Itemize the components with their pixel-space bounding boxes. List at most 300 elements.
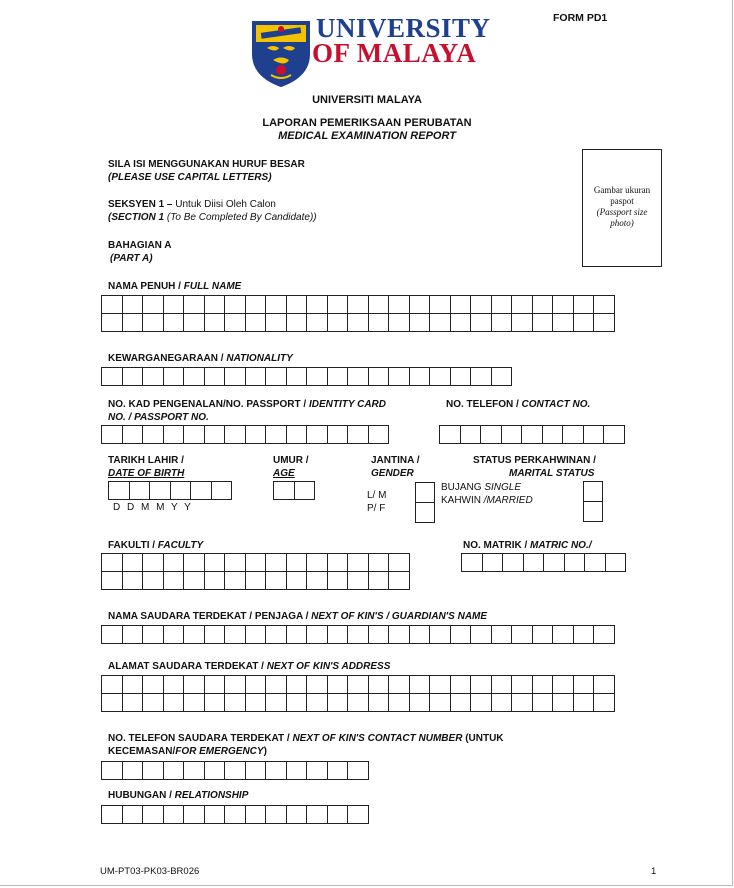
char-box[interactable] <box>265 367 287 386</box>
char-box[interactable] <box>306 693 328 712</box>
char-box[interactable] <box>163 625 185 644</box>
char-box[interactable] <box>224 693 246 712</box>
char-box[interactable] <box>122 571 144 590</box>
char-box-row <box>101 425 388 443</box>
char-box[interactable] <box>347 693 369 712</box>
char-box[interactable] <box>368 625 390 644</box>
char-box[interactable] <box>429 313 451 332</box>
char-box[interactable] <box>347 675 369 694</box>
char-box[interactable] <box>409 625 431 644</box>
char-box[interactable] <box>450 295 472 314</box>
char-box[interactable] <box>286 553 308 572</box>
char-box[interactable] <box>429 367 451 386</box>
contact-label: NO. TELEFON / CONTACT NO. <box>446 399 591 410</box>
char-box[interactable] <box>470 675 492 694</box>
char-box[interactable] <box>306 295 328 314</box>
char-box[interactable] <box>532 295 554 314</box>
char-box[interactable] <box>327 805 349 824</box>
char-box[interactable] <box>327 425 349 444</box>
kin-name-label: NAMA SAUDARA TERDEKAT / PENJAGA / NEXT OF KIN'S / GUARDIAN'S NAME <box>108 611 488 622</box>
part-label-en: (PART A) <box>110 253 153 264</box>
char-box[interactable] <box>470 295 492 314</box>
char-box[interactable] <box>491 313 513 332</box>
char-box[interactable] <box>122 553 144 572</box>
char-box[interactable] <box>388 571 410 590</box>
char-box[interactable] <box>532 313 554 332</box>
char-box[interactable] <box>204 761 226 780</box>
char-box[interactable] <box>306 675 328 694</box>
char-box[interactable] <box>593 693 615 712</box>
char-box[interactable] <box>122 761 144 780</box>
char-box[interactable] <box>286 367 308 386</box>
char-box[interactable] <box>142 675 164 694</box>
char-box[interactable] <box>450 313 472 332</box>
char-box[interactable] <box>368 553 390 572</box>
char-box[interactable] <box>388 553 410 572</box>
char-box[interactable] <box>470 693 492 712</box>
char-box[interactable] <box>502 553 524 572</box>
instruction-capital-ms: SILA ISI MENGGUNAKAN HURUF BESAR <box>108 159 305 170</box>
char-box[interactable] <box>347 625 369 644</box>
char-box[interactable] <box>327 693 349 712</box>
char-box[interactable] <box>564 553 586 572</box>
char-box[interactable] <box>142 805 164 824</box>
char-box[interactable] <box>532 625 554 644</box>
char-box[interactable] <box>409 313 431 332</box>
char-box[interactable] <box>163 425 185 444</box>
char-box[interactable] <box>183 761 205 780</box>
char-box[interactable] <box>593 675 615 694</box>
gender-label-ms: JANTINA / <box>371 455 420 466</box>
char-box[interactable] <box>593 295 615 314</box>
dob-format-hint: D D M M Y Y <box>113 502 192 513</box>
char-box[interactable] <box>511 693 533 712</box>
char-box[interactable] <box>286 625 308 644</box>
char-box[interactable] <box>204 625 226 644</box>
char-box[interactable] <box>101 367 123 386</box>
char-box[interactable] <box>347 553 369 572</box>
char-box[interactable] <box>163 675 185 694</box>
char-box[interactable] <box>429 625 451 644</box>
char-box[interactable] <box>265 805 287 824</box>
char-box[interactable] <box>388 625 410 644</box>
ic-boxes[interactable] <box>101 425 388 443</box>
char-box[interactable] <box>347 571 369 590</box>
char-box[interactable] <box>294 481 316 500</box>
document-code: UM-PT03-PK03-BR026 <box>100 866 200 877</box>
kin-phone-boxes[interactable] <box>101 761 368 779</box>
char-box-row <box>439 425 624 443</box>
char-box[interactable] <box>190 481 212 500</box>
char-box[interactable] <box>224 805 246 824</box>
char-box[interactable] <box>245 553 267 572</box>
char-box[interactable] <box>183 571 205 590</box>
char-box[interactable] <box>204 805 226 824</box>
char-box[interactable] <box>163 571 185 590</box>
logo-text-line2: OF MALAYA <box>312 38 477 68</box>
char-box[interactable] <box>183 693 205 712</box>
char-box[interactable] <box>368 295 390 314</box>
char-box[interactable] <box>142 571 164 590</box>
char-box[interactable] <box>224 425 246 444</box>
char-box[interactable] <box>347 425 369 444</box>
kin-name-boxes[interactable] <box>101 625 614 643</box>
char-box[interactable] <box>183 675 205 694</box>
page-number: 1 <box>651 866 657 877</box>
char-box[interactable] <box>224 625 246 644</box>
char-box-row <box>101 625 614 643</box>
char-box[interactable] <box>543 553 565 572</box>
matric-label: NO. MATRIK / MATRIC NO./ <box>463 540 592 551</box>
char-box[interactable] <box>101 761 123 780</box>
ic-label: NO. KAD PENGENALAN/NO. PASSPORT / IDENTITY CARD <box>108 399 386 410</box>
char-box[interactable] <box>224 571 246 590</box>
char-box[interactable] <box>306 553 328 572</box>
gender-male-checkbox[interactable] <box>415 482 435 503</box>
char-box[interactable] <box>163 295 185 314</box>
char-box[interactable] <box>142 553 164 572</box>
char-box[interactable] <box>265 675 287 694</box>
dob-label-ms: TARIKH LAHIR / <box>108 455 184 466</box>
char-box[interactable] <box>142 367 164 386</box>
kin-phone-label-line2: KECEMASAN/FOR EMERGENCY) <box>108 746 267 757</box>
char-box[interactable] <box>286 295 308 314</box>
char-box[interactable] <box>552 295 574 314</box>
char-box[interactable] <box>183 805 205 824</box>
char-box[interactable] <box>573 625 595 644</box>
char-box[interactable] <box>142 313 164 332</box>
char-box[interactable] <box>429 295 451 314</box>
char-box[interactable] <box>101 805 123 824</box>
char-box[interactable] <box>163 761 185 780</box>
char-box[interactable] <box>470 367 492 386</box>
kin-address-boxes[interactable] <box>101 675 614 711</box>
char-box[interactable] <box>265 625 287 644</box>
marital-label-en: MARITAL STATUS <box>509 468 595 479</box>
char-box[interactable] <box>327 367 349 386</box>
char-box[interactable] <box>573 693 595 712</box>
char-box[interactable] <box>491 675 513 694</box>
char-box[interactable] <box>204 675 226 694</box>
char-box[interactable] <box>183 625 205 644</box>
char-box[interactable] <box>204 693 226 712</box>
photo-line2: paspot <box>610 196 634 206</box>
char-box[interactable] <box>542 425 564 444</box>
char-box[interactable] <box>265 553 287 572</box>
char-box[interactable] <box>347 367 369 386</box>
char-box[interactable] <box>101 553 123 572</box>
char-box[interactable] <box>511 675 533 694</box>
char-box[interactable] <box>388 313 410 332</box>
char-box[interactable] <box>491 625 513 644</box>
section-label-en: (SECTION 1 (To Be Completed By Candidate)) <box>108 212 317 223</box>
char-box[interactable] <box>204 425 226 444</box>
char-box[interactable] <box>573 675 595 694</box>
age-label-ms: UMUR / <box>273 455 309 466</box>
char-box[interactable] <box>327 313 349 332</box>
instruction-capital-en: (PLEASE USE CAPITAL LETTERS) <box>108 172 272 183</box>
char-box[interactable] <box>511 295 533 314</box>
char-box[interactable] <box>108 481 130 500</box>
single-checkbox[interactable] <box>583 481 603 502</box>
char-box[interactable] <box>204 367 226 386</box>
char-box[interactable] <box>347 295 369 314</box>
char-box-row <box>101 805 368 823</box>
char-box[interactable] <box>101 675 123 694</box>
char-box[interactable] <box>593 625 615 644</box>
char-box[interactable] <box>224 313 246 332</box>
char-box[interactable] <box>523 553 545 572</box>
char-box[interactable] <box>552 693 574 712</box>
char-box[interactable] <box>245 295 267 314</box>
char-box[interactable] <box>224 675 246 694</box>
full-name-boxes[interactable] <box>101 295 614 331</box>
char-box[interactable] <box>450 625 472 644</box>
char-box[interactable] <box>170 481 192 500</box>
char-box[interactable] <box>183 295 205 314</box>
char-box[interactable] <box>306 571 328 590</box>
char-box[interactable] <box>245 425 267 444</box>
married-label: KAHWIN /MARRIED <box>441 495 533 506</box>
char-box[interactable] <box>480 425 502 444</box>
char-box[interactable] <box>584 553 606 572</box>
char-box[interactable] <box>450 675 472 694</box>
char-box[interactable] <box>327 675 349 694</box>
char-box[interactable] <box>245 675 267 694</box>
char-box[interactable] <box>101 425 123 444</box>
nationality-boxes[interactable] <box>101 367 511 385</box>
char-box[interactable] <box>347 761 369 780</box>
char-box[interactable] <box>327 625 349 644</box>
char-box[interactable] <box>265 425 287 444</box>
char-box[interactable] <box>142 761 164 780</box>
char-box[interactable] <box>142 295 164 314</box>
form-code: FORM PD1 <box>553 12 608 24</box>
char-box[interactable] <box>245 805 267 824</box>
char-box[interactable] <box>605 553 627 572</box>
char-box[interactable] <box>101 571 123 590</box>
char-box[interactable] <box>368 675 390 694</box>
gender-female-checkbox[interactable] <box>415 502 435 523</box>
char-box[interactable] <box>224 553 246 572</box>
char-box[interactable] <box>593 313 615 332</box>
char-box[interactable] <box>409 367 431 386</box>
ic-label-line2: NO. / PASSPORT NO. <box>108 412 209 423</box>
char-box[interactable] <box>583 425 605 444</box>
char-box[interactable] <box>562 425 584 444</box>
char-box[interactable] <box>245 313 267 332</box>
char-box[interactable] <box>511 625 533 644</box>
char-box[interactable] <box>204 313 226 332</box>
char-box[interactable] <box>327 295 349 314</box>
char-box[interactable] <box>163 805 185 824</box>
char-box[interactable] <box>286 693 308 712</box>
char-box[interactable] <box>183 553 205 572</box>
gender-label-en: GENDER <box>371 468 414 479</box>
char-box-row <box>101 675 614 693</box>
char-box[interactable] <box>450 367 472 386</box>
char-box[interactable] <box>368 693 390 712</box>
dob-boxes[interactable] <box>108 481 231 499</box>
char-box[interactable] <box>245 571 267 590</box>
char-box[interactable] <box>101 625 123 644</box>
char-box-row <box>101 553 409 571</box>
char-box-row <box>273 481 314 499</box>
char-box[interactable] <box>265 571 287 590</box>
char-box[interactable] <box>122 313 144 332</box>
char-box[interactable] <box>429 693 451 712</box>
char-box[interactable] <box>306 367 328 386</box>
char-box[interactable] <box>573 295 595 314</box>
matric-boxes[interactable] <box>461 553 625 571</box>
char-box[interactable] <box>347 313 369 332</box>
char-box[interactable] <box>286 675 308 694</box>
char-box-row <box>461 553 625 571</box>
char-box[interactable] <box>388 295 410 314</box>
char-box[interactable] <box>101 313 123 332</box>
char-box[interactable] <box>327 761 349 780</box>
char-box[interactable] <box>122 295 144 314</box>
char-box[interactable] <box>552 625 574 644</box>
char-box[interactable] <box>460 425 482 444</box>
char-box[interactable] <box>204 295 226 314</box>
char-box[interactable] <box>286 313 308 332</box>
age-boxes[interactable] <box>273 481 314 499</box>
char-box[interactable] <box>306 425 328 444</box>
char-box[interactable] <box>265 295 287 314</box>
char-box[interactable] <box>224 367 246 386</box>
char-box[interactable] <box>286 805 308 824</box>
char-box[interactable] <box>211 481 233 500</box>
married-checkbox[interactable] <box>583 501 603 522</box>
char-box[interactable] <box>245 693 267 712</box>
char-box[interactable] <box>183 313 205 332</box>
char-box[interactable] <box>470 625 492 644</box>
char-box[interactable] <box>491 367 513 386</box>
char-box[interactable] <box>183 425 205 444</box>
char-box[interactable] <box>482 553 504 572</box>
char-box[interactable] <box>286 425 308 444</box>
char-box[interactable] <box>224 295 246 314</box>
full-name-label: NAMA PENUH / FULL NAME <box>108 281 242 292</box>
char-box[interactable] <box>409 295 431 314</box>
char-box[interactable] <box>306 625 328 644</box>
nationality-label: KEWARGANEGARAAN / NATIONALITY <box>108 353 293 364</box>
char-box[interactable] <box>532 675 554 694</box>
faculty-boxes[interactable] <box>101 553 409 589</box>
char-box[interactable] <box>429 675 451 694</box>
char-box[interactable] <box>511 313 533 332</box>
char-box[interactable] <box>129 481 151 500</box>
char-box[interactable] <box>552 313 574 332</box>
char-box[interactable] <box>265 693 287 712</box>
char-box[interactable] <box>388 675 410 694</box>
char-box[interactable] <box>521 425 543 444</box>
char-box-row <box>101 313 614 331</box>
char-box[interactable] <box>439 425 461 444</box>
gender-female-label: P/ F <box>367 503 386 514</box>
char-box[interactable] <box>122 367 144 386</box>
char-box[interactable] <box>204 553 226 572</box>
char-box[interactable] <box>368 367 390 386</box>
char-box[interactable] <box>224 761 246 780</box>
char-box[interactable] <box>245 367 267 386</box>
char-box[interactable] <box>245 625 267 644</box>
char-box[interactable] <box>450 693 472 712</box>
char-box[interactable] <box>461 553 483 572</box>
char-box[interactable] <box>306 761 328 780</box>
relationship-label: HUBUNGAN / RELATIONSHIP <box>108 790 249 801</box>
passport-photo-box[interactable] <box>582 149 662 267</box>
char-box[interactable] <box>409 675 431 694</box>
char-box[interactable] <box>491 295 513 314</box>
gender-male-label: L/ M <box>367 490 387 501</box>
char-box[interactable] <box>265 313 287 332</box>
char-box[interactable] <box>122 425 144 444</box>
char-box[interactable] <box>388 693 410 712</box>
institution-name: UNIVERSITI MALAYA <box>312 94 422 106</box>
char-box[interactable] <box>142 693 164 712</box>
char-box[interactable] <box>122 693 144 712</box>
char-box-row <box>108 481 231 499</box>
contact-boxes[interactable] <box>439 425 624 443</box>
char-box[interactable] <box>327 553 349 572</box>
char-box[interactable] <box>142 425 164 444</box>
char-box[interactable] <box>368 425 390 444</box>
char-box[interactable] <box>122 805 144 824</box>
char-box[interactable] <box>122 675 144 694</box>
char-box-row <box>101 693 614 711</box>
char-box[interactable] <box>409 693 431 712</box>
char-box[interactable] <box>163 313 185 332</box>
char-box-row <box>101 367 511 385</box>
char-box[interactable] <box>163 553 185 572</box>
char-box[interactable] <box>306 805 328 824</box>
relationship-boxes[interactable] <box>101 805 368 823</box>
char-box[interactable] <box>491 693 513 712</box>
char-box[interactable] <box>204 571 226 590</box>
char-box[interactable] <box>142 625 164 644</box>
char-box[interactable] <box>101 295 123 314</box>
char-box[interactable] <box>552 675 574 694</box>
char-box[interactable] <box>306 313 328 332</box>
char-box[interactable] <box>501 425 523 444</box>
char-box[interactable] <box>183 367 205 386</box>
university-crest-icon <box>251 20 311 88</box>
char-box[interactable] <box>149 481 171 500</box>
marital-label-ms: STATUS PERKAHWINAN / <box>473 455 596 466</box>
char-box[interactable] <box>265 761 287 780</box>
char-box[interactable] <box>163 693 185 712</box>
char-box[interactable] <box>273 481 295 500</box>
char-box[interactable] <box>368 313 390 332</box>
char-box[interactable] <box>101 693 123 712</box>
char-box[interactable] <box>573 313 595 332</box>
char-box[interactable] <box>163 367 185 386</box>
char-box[interactable] <box>470 313 492 332</box>
char-box[interactable] <box>286 571 308 590</box>
char-box[interactable] <box>347 805 369 824</box>
char-box[interactable] <box>327 571 349 590</box>
char-box[interactable] <box>245 761 267 780</box>
char-box[interactable] <box>532 693 554 712</box>
char-box[interactable] <box>122 625 144 644</box>
char-box[interactable] <box>388 367 410 386</box>
char-box[interactable] <box>368 571 390 590</box>
char-box[interactable] <box>603 425 625 444</box>
char-box[interactable] <box>286 761 308 780</box>
photo-line3: (Passport size <box>596 207 648 217</box>
